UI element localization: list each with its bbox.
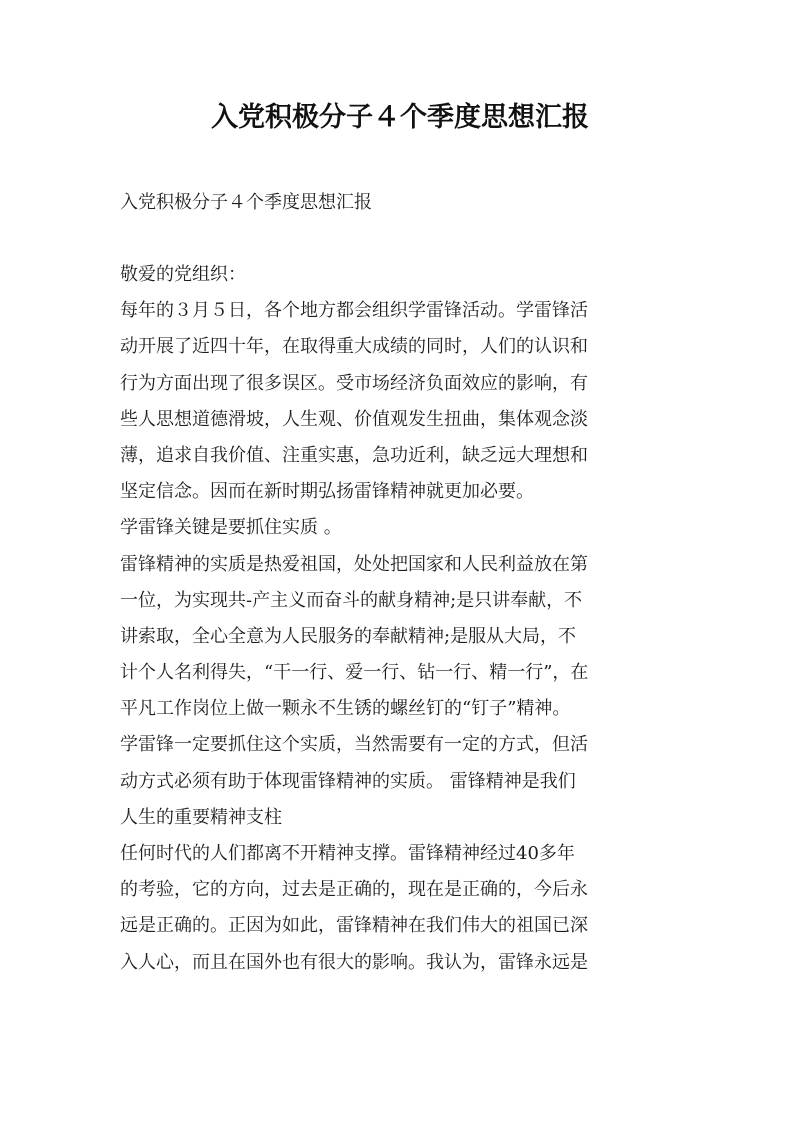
body-line: 每年的３月５日，各个地方都会组织学雷锋活动。学雷锋活 [120,300,588,322]
body-line: 任何时代的人们都离不开精神支撑。雷锋精神经过40多年 [120,843,575,864]
body-line: 些人思想道德滑坡，人生观、价值观发生扭曲，集体观念淡 [120,408,588,430]
body-line: 动方式必须有助于体现雷锋精神的实质。 雷锋精神是我们 [120,770,576,792]
body-line: 平凡工作岗位上做一颗永不生锈的螺丝钉的“钉子”精神。 [120,698,571,720]
body-line: 薄，追求自我价值、注重实惠，急功近利，缺乏远大理想和 [120,444,588,466]
body-line: 计个人名利得失，“干一行、爱一行、钻一行、精一行”，在 [120,662,589,684]
body-line: 动开展了近四十年，在取得重大成绩的同时，人们的认识和 [120,336,588,358]
page-title: 入党积极分子４个季度思想汇报 [211,102,589,133]
body-line: 一位，为实现共-产主义而奋斗的献身精神;是只讲奉献，不 [120,589,583,611]
body-line: 学雷锋一定要抓住这个实质，当然需要有一定的方式，但活 [120,734,588,756]
document-subtitle: 入党积极分子４个季度思想汇报 [120,192,372,213]
body-line: 雷锋精神的实质是热爱祖国，处处把国家和人民利益放在第 [120,553,588,575]
salutation-line: 敬爱的党组织： [120,264,246,285]
body-line: 的考验，它的方向，过去是正确的，现在是正确的，今后永 [120,879,588,901]
document-body [120,257,690,981]
body-line: 坚定信念。因而在新时期弘扬雷锋精神就更加必要。 [120,481,534,503]
body-line: 入人心，而且在国外也有很大的影响。我认为，雷锋永远是 [120,951,588,973]
body-line: 远是正确的。正因为如此，雷锋精神在我们伟大的祖国已深 [120,915,588,937]
section-heading-line: 人生的重要精神支柱 [120,806,282,828]
section-heading-line: 学雷锋关键是要抓住实质 。 [120,517,342,539]
body-line: 行为方面出现了很多误区。受市场经济负面效应的影响，有 [120,372,588,394]
body-line: 讲索取，全心全意为人民服务的奉献精神;是服从大局，不 [120,625,577,647]
